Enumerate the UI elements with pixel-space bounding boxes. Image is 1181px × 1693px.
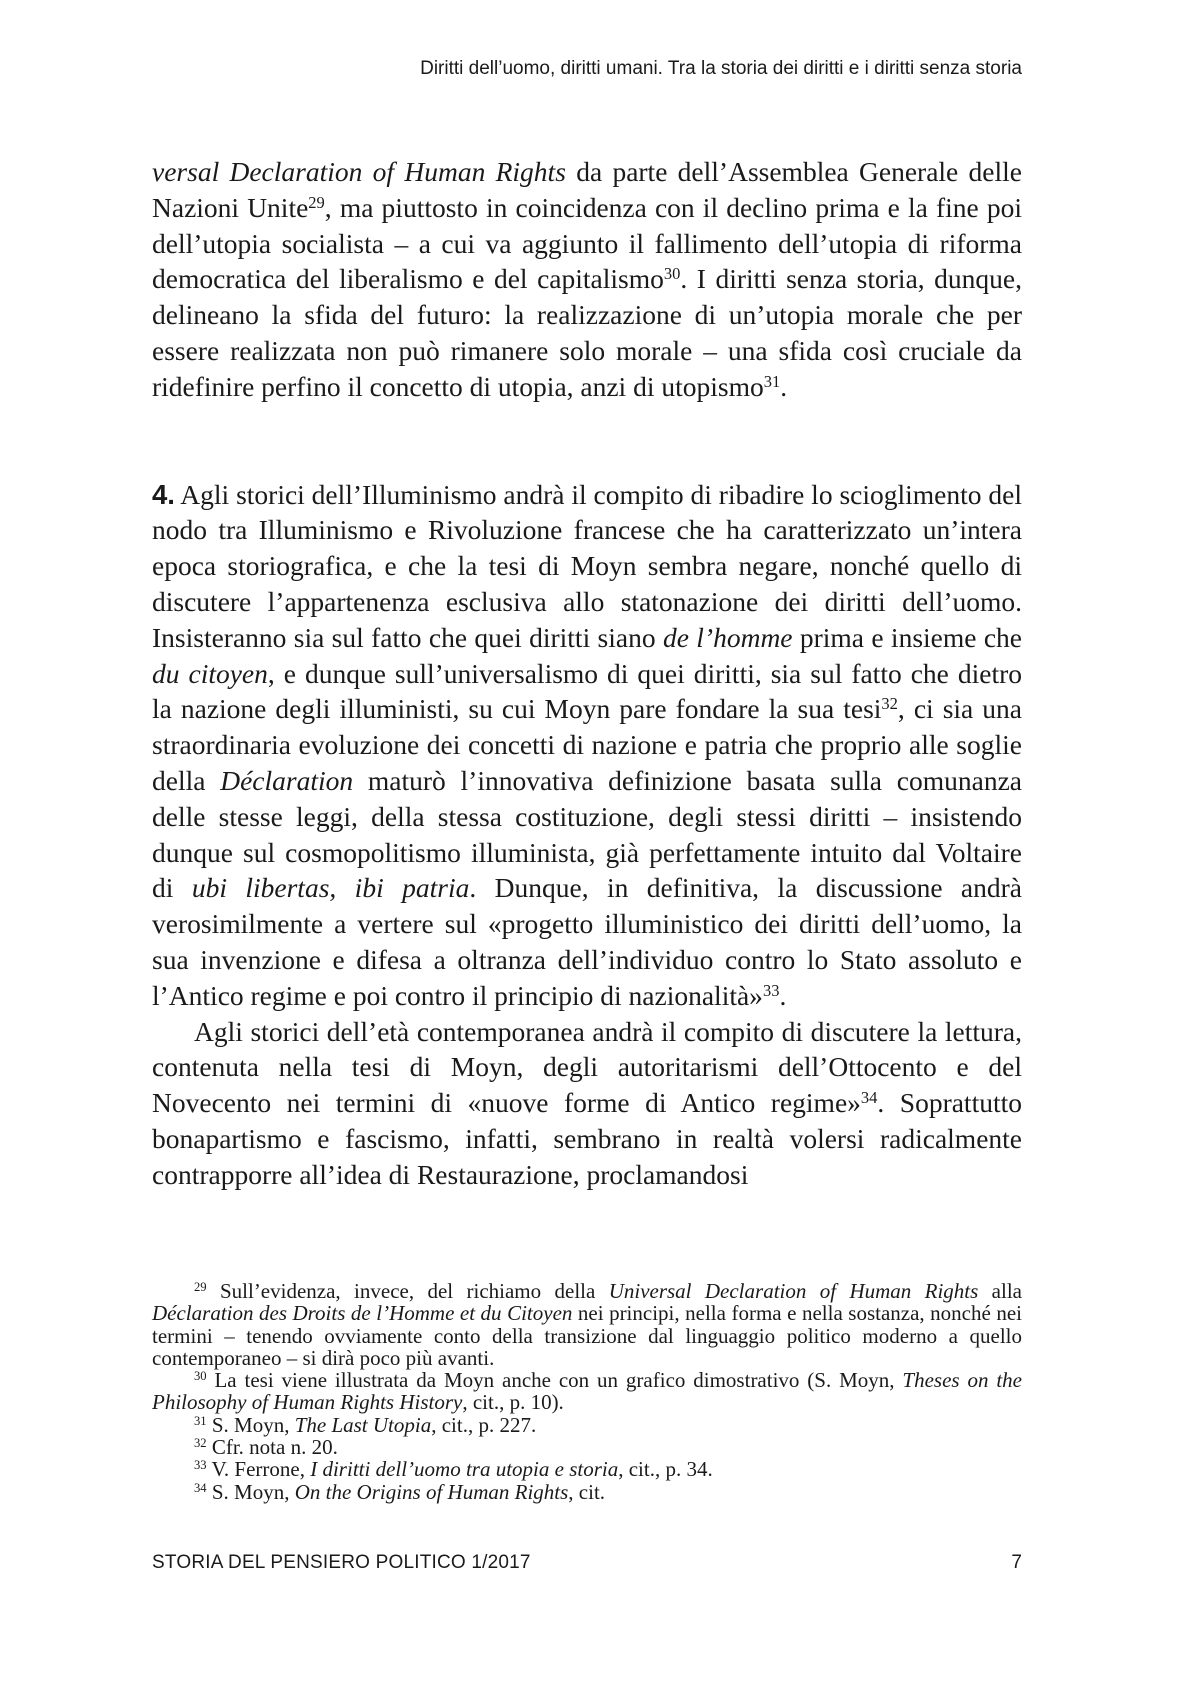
text-span: , ci sia una straordinaria evoluzione dei concetti di nazione e patria che proprio alle soglie della <box>152 693 1023 796</box>
footnote-ref-32: 32 <box>881 694 898 714</box>
footnote-ref-29: 29 <box>308 192 325 212</box>
text-span: , cit., p. 10). <box>462 1390 564 1415</box>
footnote-ref-33: 33 <box>762 980 780 1000</box>
footnote-number: 29 <box>194 1280 207 1295</box>
footnote-ref-30: 30 <box>663 264 681 284</box>
main-text <box>152 154 1022 1193</box>
section-4-paragraph <box>152 477 1022 1014</box>
section-number: 4. <box>152 478 175 510</box>
italic-phrase: ubi libertas, ibi patria <box>191 872 470 904</box>
paragraph-continuation <box>152 154 1022 405</box>
footnote-30 <box>152 1369 1022 1414</box>
footnote-34 <box>152 1481 1022 1503</box>
footnote-number: 33 <box>194 1458 207 1473</box>
italic-phrase: du citoyen <box>152 657 268 689</box>
text-span: Cfr. nota n. 20. <box>206 1435 338 1460</box>
paragraph <box>152 1014 1022 1193</box>
text-span: alla <box>978 1279 1022 1303</box>
italic-title: The Last Utopia <box>294 1412 432 1437</box>
text-span: , ma piuttosto in coincidenza con il declino prima e la fine poi dell’utopia socialista – a cui va aggiunto il fallimento dell’utopia di riforma democratica del liberalismo e del capitalismo <box>152 191 1022 295</box>
italic-phrase: Déclaration <box>220 764 354 796</box>
page-number: 7 <box>1011 1552 1022 1573</box>
text-span: maturò l’innovativa definizione basata sulla comunanza delle stesse leggi, della stessa costituzione, degli stessi diritti – insistendo dunque sul cosmopolitismo illuminista, già perfettamente intuito dal Voltaire di <box>152 764 1022 904</box>
text-span: V. Ferrone, <box>206 1457 311 1482</box>
italic-title: Déclaration des Droits de l’Homme et du Citoyen <box>152 1301 573 1326</box>
text-span: , e dunque sull’universalismo di quei diritti, sia sul fatto che dietro la nazione degli illuministi, su cui Moyn pare fondare la sua tesi <box>152 657 1022 725</box>
footnote-32 <box>152 1436 1022 1458</box>
text-span: prima e insieme che <box>792 621 1022 653</box>
text-span: . <box>779 979 787 1011</box>
text-span: . <box>780 370 788 402</box>
text-span: . Dunque, in definitiva, la discussione andrà verosimilmente a vertere sul «progetto illuministico dei diritti dell’uomo, la sua invenzione e difesa a oltranza dell’individuo contro lo Stato assoluto e l’Antico regime e poi contro il principio di nazionalità» <box>152 872 1023 1011</box>
text-span: , cit., p. 227. <box>431 1412 537 1437</box>
footnote-number: 30 <box>194 1369 207 1384</box>
text-span: La tesi viene illustrata da Moyn anche con un grafico dimostrativo (S. Moyn, <box>206 1368 903 1393</box>
text-span: S. Moyn, <box>206 1412 295 1437</box>
italic-title: versal Declaration of Human Rights <box>152 156 566 187</box>
footnote-31 <box>152 1414 1022 1436</box>
text-span: , cit. <box>568 1479 606 1504</box>
italic-phrase: de l’homme <box>662 621 793 653</box>
text-span: Sull’evidenza, invece, del richiamo della <box>206 1279 609 1303</box>
footnote-ref-31: 31 <box>763 371 781 391</box>
footnotes <box>152 1280 1022 1503</box>
text-span: Agli storici dell’Illuminismo andrà il compito di ribadire lo scioglimento del nodo tra Illuminismo e Rivoluzione francese che ha caratterizzato un’intera epoca storiografica, e che la tesi di Moyn sembra negare, nonché quello di discutere l’appartenenza esclusiva allo statonazione dei diritti dell’uomo. Insisteranno sia sul fatto che quei diritti siano <box>152 478 1022 653</box>
footnote-33 <box>152 1458 1022 1480</box>
text-span: Agli storici dell’età contemporanea andrà il compito di discutere la lettura, contenuta nella tesi di Moyn, degli autoritarismi dell’Ottocento e del Novecento nei termini di «nuove forme di Antico regime» <box>152 1015 1022 1119</box>
footnote-number: 32 <box>194 1436 207 1451</box>
text-span: S. Moyn, <box>206 1479 295 1504</box>
italic-title: Theses on the Philosophy of Human Rights History <box>152 1368 1023 1415</box>
text-span: da parte dell’Assemblea Generale delle Nazioni Unite <box>152 156 1022 223</box>
footnote-number: 31 <box>194 1413 207 1428</box>
italic-title: On the Origins of Human Rights <box>294 1479 569 1504</box>
journal-name: STORIA DEL PENSIERO POLITICO 1/2017 <box>152 1552 531 1573</box>
text-span: , cit., p. 34. <box>618 1457 713 1482</box>
footnote-number: 34 <box>194 1480 207 1495</box>
footnote-29 <box>152 1280 1022 1369</box>
footnote-ref-34: 34 <box>860 1088 878 1108</box>
running-head: Diritti dell’uomo, diritti umani. Tra la storia dei diritti e i diritti senza storia <box>420 58 1022 79</box>
text-span: . Soprattutto bonapartismo e fascismo, infatti, sembrano in realtà volersi radicalmente contrapporre all’idea di Restaurazione, proclamandosi <box>152 1087 1022 1190</box>
italic-title: I diritti dell’uomo tra utopia e storia <box>310 1457 619 1482</box>
italic-title: Universal Declaration of Human Rights <box>608 1279 979 1303</box>
text-span: nei principi, nella forma e nella sostanza, nonché nei termini – tenendo ovviamente conto della transizione dal linguaggio politico moderno a quello contemporaneo – si dirà poco più avanti. <box>152 1301 1022 1370</box>
text-span: . I diritti senza storia, dunque, delineano la sfida del futuro: la realizzazione di un’utopia morale che per essere realizzata non può rimanere solo morale – una sfida così cruciale da ridefinire perfino il concetto di utopia, anzi di utopismo <box>152 263 1022 402</box>
